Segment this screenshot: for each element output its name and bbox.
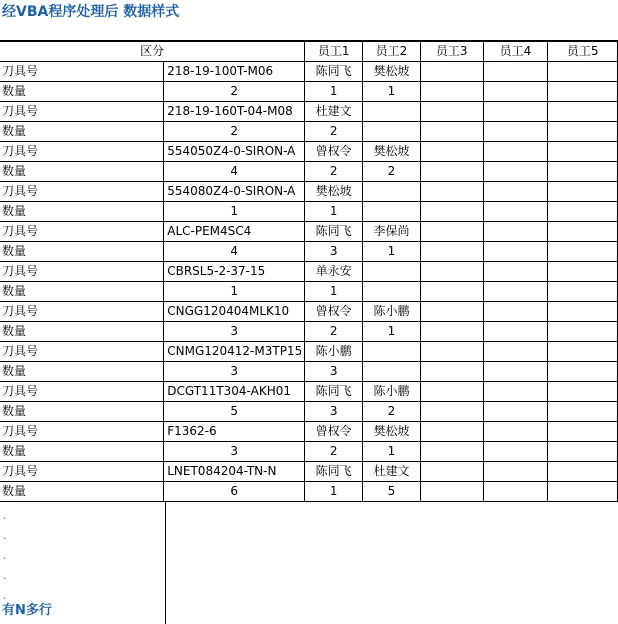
employee-1-cell[interactable]: 曾权令 <box>305 142 363 162</box>
section-header-cell[interactable]: 区分 <box>0 42 305 62</box>
row-label-cell[interactable]: 数量 <box>0 442 164 462</box>
employee-1-cell[interactable]: 3 <box>305 362 363 382</box>
employee-4-cell[interactable] <box>483 62 548 82</box>
page-title: 经VBA程序处理后 数据样式 <box>2 4 180 20</box>
employee-5-cell[interactable] <box>548 102 618 122</box>
row-label-cell[interactable]: 数量 <box>0 242 164 262</box>
employee-3-cell[interactable] <box>420 202 483 222</box>
employee-2-cell[interactable] <box>363 182 421 202</box>
table-row <box>0 342 618 362</box>
employee-5-cell[interactable] <box>548 82 618 102</box>
employee-5-cell[interactable] <box>548 382 618 402</box>
employee-4-cell[interactable] <box>483 462 548 482</box>
table-row <box>0 262 618 282</box>
employee-2-cell[interactable]: 1 <box>363 82 421 102</box>
employee-4-cell[interactable] <box>483 222 548 242</box>
row-label-cell[interactable]: 数量 <box>0 82 164 102</box>
employee-3-cell[interactable] <box>420 322 483 342</box>
employee-4-cell[interactable] <box>483 242 548 262</box>
employee-1-cell[interactable]: 2 <box>305 162 363 182</box>
employee-5-cell[interactable] <box>548 302 618 322</box>
row-label-cell[interactable]: 数量 <box>0 282 164 302</box>
employee-4-cell[interactable] <box>483 202 548 222</box>
employee-3-cell[interactable] <box>420 402 483 422</box>
row-label-cell[interactable]: 刀具号 <box>0 142 164 162</box>
employee-4-cell[interactable] <box>483 362 548 382</box>
employee-1-cell[interactable]: 单永安 <box>305 262 363 282</box>
tool-code-cell[interactable]: 554050Z4-0-SIRON-A <box>164 142 305 162</box>
tool-code-cell[interactable]: LNET084204-TN-N <box>164 462 305 482</box>
table-row <box>0 482 618 502</box>
row-label-cell[interactable]: 数量 <box>0 202 164 222</box>
employee-5-cell[interactable] <box>548 482 618 502</box>
employee-4-cell[interactable] <box>483 142 548 162</box>
tool-code-cell[interactable]: 218-19-100T-M06 <box>164 62 305 82</box>
employee-3-cell[interactable] <box>420 122 483 142</box>
employee-5-cell[interactable] <box>548 422 618 442</box>
employee-2-cell[interactable] <box>363 282 421 302</box>
row-label-cell[interactable]: 刀具号 <box>0 462 164 482</box>
tool-code-cell[interactable]: F1362-6 <box>164 422 305 442</box>
employee-1-cell[interactable]: 陈同飞 <box>305 62 363 82</box>
table-row <box>0 202 618 222</box>
employee-3-cell[interactable] <box>420 242 483 262</box>
employee-3-cell[interactable] <box>420 162 483 182</box>
table-row <box>0 322 618 342</box>
table-row <box>0 222 618 242</box>
header-row <box>0 42 618 62</box>
employee-2-cell[interactable]: 2 <box>363 402 421 422</box>
row-label-cell[interactable]: 数量 <box>0 482 164 502</box>
quantity-cell[interactable]: 6 <box>164 482 305 502</box>
table-row <box>0 442 618 462</box>
table-row <box>0 282 618 302</box>
table-row <box>0 62 618 82</box>
employee-1-cell[interactable]: 1 <box>305 482 363 502</box>
tool-code-cell[interactable]: 554080Z4-0-SIRON-A <box>164 182 305 202</box>
employee-2-cell[interactable] <box>363 102 421 122</box>
employee-2-cell[interactable] <box>363 122 421 142</box>
employee-header-3[interactable]: 员工3 <box>420 42 483 62</box>
employee-5-cell[interactable] <box>548 162 618 182</box>
employee-3-cell[interactable] <box>420 382 483 402</box>
quantity-cell[interactable]: 1 <box>164 202 305 222</box>
table-row <box>0 462 618 482</box>
employee-5-cell[interactable] <box>548 222 618 242</box>
quantity-cell[interactable]: 4 <box>164 162 305 182</box>
employee-4-cell[interactable] <box>483 102 548 122</box>
employee-5-cell[interactable] <box>548 182 618 202</box>
employee-1-cell[interactable]: 杜建文 <box>305 102 363 122</box>
table-row <box>0 82 618 102</box>
employee-3-cell[interactable] <box>420 182 483 202</box>
employee-2-cell[interactable]: 陈小鹏 <box>363 302 421 322</box>
employee-1-cell[interactable]: 曾权令 <box>305 422 363 442</box>
ellipsis-dot: . <box>3 529 7 542</box>
employee-2-cell[interactable]: 陈小鹏 <box>363 382 421 402</box>
employee-4-cell[interactable] <box>483 442 548 462</box>
employee-1-cell[interactable]: 2 <box>305 122 363 142</box>
quantity-cell[interactable]: 2 <box>164 82 305 102</box>
employee-5-cell[interactable] <box>548 442 618 462</box>
employee-header-5[interactable]: 员工5 <box>548 42 618 62</box>
row-label-cell[interactable]: 刀具号 <box>0 262 164 282</box>
row-label-cell[interactable]: 刀具号 <box>0 302 164 322</box>
employee-3-cell[interactable] <box>420 482 483 502</box>
table-row <box>0 362 618 382</box>
row-label-cell[interactable]: 数量 <box>0 162 164 182</box>
row-label-cell[interactable]: 刀具号 <box>0 222 164 242</box>
employee-3-cell[interactable] <box>420 422 483 442</box>
employee-4-cell[interactable] <box>483 82 548 102</box>
row-label-cell[interactable]: 数量 <box>0 402 164 422</box>
table-row <box>0 102 618 122</box>
table-row <box>0 142 618 162</box>
employee-2-cell[interactable] <box>363 262 421 282</box>
column-divider <box>165 501 166 624</box>
tool-code-cell[interactable]: CBRSL5-2-37-15 <box>164 262 305 282</box>
row-label-cell[interactable]: 刀具号 <box>0 62 164 82</box>
employee-2-cell[interactable]: 5 <box>363 482 421 502</box>
table-row <box>0 162 618 182</box>
row-label-cell[interactable]: 刀具号 <box>0 382 164 402</box>
employee-2-cell[interactable] <box>363 342 421 362</box>
table-row <box>0 242 618 262</box>
table-row <box>0 382 618 402</box>
employee-5-cell[interactable] <box>548 202 618 222</box>
ellipsis-dot: . <box>3 589 7 602</box>
employee-1-cell[interactable]: 3 <box>305 402 363 422</box>
employee-3-cell[interactable] <box>420 282 483 302</box>
employee-3-cell[interactable] <box>420 342 483 362</box>
ellipsis-dot: . <box>3 549 7 562</box>
footer-note: 有N多行 <box>2 603 52 618</box>
employee-1-cell[interactable]: 陈小鹏 <box>305 342 363 362</box>
employee-header-1[interactable]: 员工1 <box>305 42 363 62</box>
employee-4-cell[interactable] <box>483 422 548 442</box>
employee-3-cell[interactable] <box>420 222 483 242</box>
employee-2-cell[interactable] <box>363 202 421 222</box>
table-row <box>0 422 618 442</box>
employee-5-cell[interactable] <box>548 282 618 302</box>
quantity-cell[interactable]: 3 <box>164 322 305 342</box>
employee-1-cell[interactable]: 1 <box>305 82 363 102</box>
row-label-cell[interactable]: 刀具号 <box>0 342 164 362</box>
quantity-cell[interactable]: 5 <box>164 402 305 422</box>
employee-1-cell[interactable]: 3 <box>305 242 363 262</box>
employee-3-cell[interactable] <box>420 362 483 382</box>
employee-2-cell[interactable]: 杜建文 <box>363 462 421 482</box>
employee-4-cell[interactable] <box>483 382 548 402</box>
employee-2-cell[interactable]: 1 <box>363 322 421 342</box>
employee-3-cell[interactable] <box>420 62 483 82</box>
ellipsis-dot: . <box>3 569 7 582</box>
quantity-cell[interactable]: 1 <box>164 282 305 302</box>
employee-5-cell[interactable] <box>548 242 618 262</box>
employee-4-cell[interactable] <box>483 282 548 302</box>
employee-2-cell[interactable]: 樊松坡 <box>363 142 421 162</box>
employee-3-cell[interactable] <box>420 262 483 282</box>
employee-5-cell[interactable] <box>548 142 618 162</box>
data-sheet <box>0 42 618 502</box>
employee-4-cell[interactable] <box>483 322 548 342</box>
table-row <box>0 182 618 202</box>
employee-1-cell[interactable]: 2 <box>305 442 363 462</box>
employee-1-cell[interactable]: 陈同飞 <box>305 222 363 242</box>
employee-4-cell[interactable] <box>483 182 548 202</box>
row-label-cell[interactable]: 数量 <box>0 362 164 382</box>
employee-1-cell[interactable]: 1 <box>305 202 363 222</box>
employee-3-cell[interactable] <box>420 82 483 102</box>
tool-code-cell[interactable]: CNGG120404MLK10 <box>164 302 305 322</box>
employee-header-2[interactable]: 员工2 <box>363 42 421 62</box>
employee-5-cell[interactable] <box>548 122 618 142</box>
employee-5-cell[interactable] <box>548 342 618 362</box>
table-row <box>0 402 618 422</box>
employee-5-cell[interactable] <box>548 62 618 82</box>
employee-5-cell[interactable] <box>548 462 618 482</box>
ellipsis-dot: . <box>3 509 7 522</box>
row-label-cell[interactable]: 刀具号 <box>0 422 164 442</box>
tool-code-cell[interactable]: 218-19-160T-04-M08 <box>164 102 305 122</box>
quantity-cell[interactable]: 3 <box>164 362 305 382</box>
employee-4-cell[interactable] <box>483 162 548 182</box>
employee-5-cell[interactable] <box>548 402 618 422</box>
employee-4-cell[interactable] <box>483 402 548 422</box>
employee-header-4[interactable]: 员工4 <box>483 42 548 62</box>
employee-2-cell[interactable]: 李保尚 <box>363 222 421 242</box>
row-label-cell[interactable]: 数量 <box>0 122 164 142</box>
employee-3-cell[interactable] <box>420 302 483 322</box>
employee-3-cell[interactable] <box>420 442 483 462</box>
employee-1-cell[interactable]: 2 <box>305 322 363 342</box>
employee-2-cell[interactable]: 2 <box>363 162 421 182</box>
employee-4-cell[interactable] <box>483 342 548 362</box>
tool-code-cell[interactable]: DCGT11T304-AKH01 <box>164 382 305 402</box>
employee-4-cell[interactable] <box>483 262 548 282</box>
tool-code-cell[interactable]: CNMG120412-M3TP15 <box>164 342 305 362</box>
employee-3-cell[interactable] <box>420 102 483 122</box>
employee-5-cell[interactable] <box>548 262 618 282</box>
employee-5-cell[interactable] <box>548 322 618 342</box>
employee-1-cell[interactable]: 陈同飞 <box>305 382 363 402</box>
employee-1-cell[interactable]: 曾权令 <box>305 302 363 322</box>
employee-2-cell[interactable] <box>363 362 421 382</box>
row-label-cell[interactable]: 刀具号 <box>0 182 164 202</box>
employee-2-cell[interactable]: 1 <box>363 242 421 262</box>
employee-5-cell[interactable] <box>548 362 618 382</box>
employee-1-cell[interactable]: 陈同飞 <box>305 462 363 482</box>
employee-4-cell[interactable] <box>483 482 548 502</box>
employee-1-cell[interactable]: 樊松坡 <box>305 182 363 202</box>
employee-4-cell[interactable] <box>483 122 548 142</box>
row-label-cell[interactable]: 刀具号 <box>0 102 164 122</box>
employee-2-cell[interactable]: 1 <box>363 442 421 462</box>
quantity-cell[interactable]: 3 <box>164 442 305 462</box>
employee-3-cell[interactable] <box>420 462 483 482</box>
table-row <box>0 302 618 322</box>
employee-1-cell[interactable]: 1 <box>305 282 363 302</box>
quantity-cell[interactable]: 4 <box>164 242 305 262</box>
tool-code-cell[interactable]: ALC-PEM4SC4 <box>164 222 305 242</box>
quantity-cell[interactable]: 2 <box>164 122 305 142</box>
employee-2-cell[interactable]: 樊松坡 <box>363 62 421 82</box>
employee-3-cell[interactable] <box>420 142 483 162</box>
employee-4-cell[interactable] <box>483 302 548 322</box>
row-label-cell[interactable]: 数量 <box>0 322 164 342</box>
table-row <box>0 122 618 142</box>
employee-2-cell[interactable]: 樊松坡 <box>363 422 421 442</box>
